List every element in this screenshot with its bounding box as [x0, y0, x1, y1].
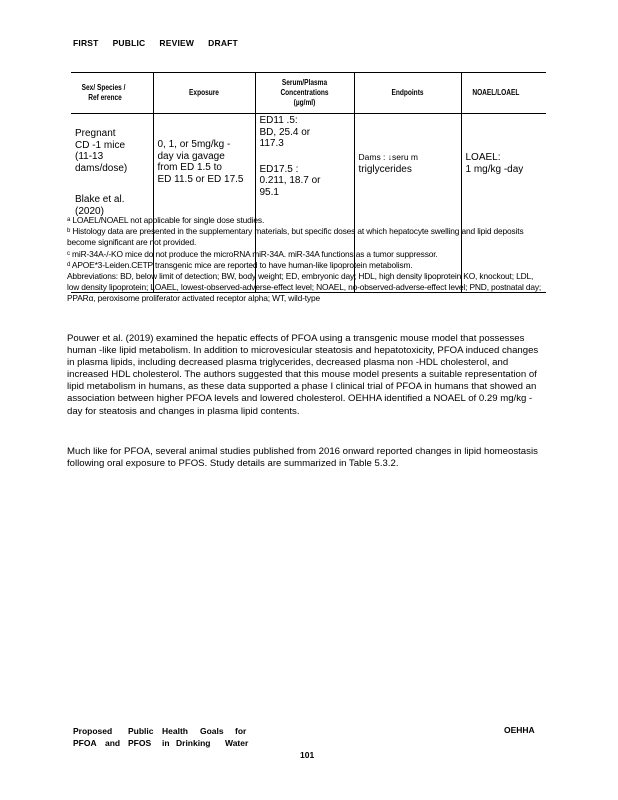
header-reference-line: Ref erence	[88, 93, 122, 102]
header-word: PUBLIC	[112, 38, 146, 48]
cell-line: from ED 1.5 to	[157, 162, 222, 173]
cell-line: ED11 .5:	[259, 115, 298, 126]
cell-line: 1 mg/kg -day	[465, 163, 524, 175]
footer-word: Public	[128, 726, 154, 736]
header-serum-line: Serum/Plasma	[281, 78, 328, 87]
header-exposure: Exposure	[162, 73, 246, 114]
footnote-text: LOAEL/NOAEL not applicable for single dose studies.	[70, 215, 265, 225]
footer-word: PFOS	[128, 738, 152, 748]
header-noael: NOAEL/LOAEL	[472, 88, 520, 97]
footer-word: for	[235, 726, 247, 736]
cell-line: Blake et al.	[75, 194, 125, 205]
draft-header	[73, 38, 238, 48]
footer-word: in	[162, 738, 170, 748]
cell-line: BD, 25.4 or	[259, 126, 311, 138]
header-word: REVIEW	[159, 38, 195, 48]
footer-word: Goals	[200, 726, 224, 736]
header-species	[78, 73, 145, 114]
footer-word: PFOA	[73, 738, 97, 748]
cell-line: 117.3	[259, 138, 284, 149]
cell-line: CD -1 mice	[75, 139, 126, 151]
cell-line: dams/dose)	[75, 162, 128, 174]
body-paragraph: Much like for PFOA, several animal studies published from 2016 onward reported changes in lipid homeostasis following oral exposure to PFOS. Study details are summarized in Table 5.3.2.	[67, 446, 538, 470]
abbreviations: Abbreviations: BD, below limit of detection; BW, body weight; ED, embryonic day; HDL, high density lipoprotein KO, knockout; LDL, low density lipoprotein; LOAEL, lowest-observed-adverse-effect level; NOAEL, no-observed-adverse-effect level; PND, postnatal day; PPARα, peroxisome proliferator activated receptor alpha; WT, wild-type	[67, 271, 542, 304]
footnote-d	[67, 260, 547, 271]
cell-line: Dams : ↓seru m	[358, 152, 419, 162]
footnote-a	[67, 215, 547, 226]
cell-line: day via gavage	[157, 150, 225, 162]
cell-line: ED 11.5 or ED 17.5	[157, 173, 244, 185]
header-serum-line: Concentrations	[280, 88, 329, 97]
footer-word: and	[105, 738, 121, 748]
cell-line: (2020)	[75, 205, 104, 217]
header-word: DRAFT	[208, 38, 238, 48]
footer-word: Health	[162, 726, 188, 736]
footnote-c	[67, 249, 547, 260]
cell-line: (11-13	[75, 151, 104, 162]
footnote-mark: d	[67, 261, 71, 268]
footnote-text: Histology data are presented in the supplementary materials, but specific doses at which hepatocyte swelling and lipid deposits become significant are not provided.	[67, 226, 524, 248]
cell-line: ED17.5 :	[259, 163, 299, 175]
cell-line: LOAEL:	[465, 152, 501, 163]
body-paragraph: Pouwer et al. (2019) examined the hepatic effects of PFOA using a transgenic mouse model that possesses human -like lipid metabolism. In addition to microvesicular steatosis and hepatotoxicity, PFOA induced changes in plasma lipids, including decreased plasma triglycerides, decreased plasma non -HDL cholesterol, and increased HDL cholesterol. The authors suggested that this mouse model presents a suitable representation of lipid metabolism in humans, as these data supported a phase I clinical trial of PFOA in humans that showed an association between higher PFOA levels and lowered cholesterol. OEHHA identified a NOAEL of 0.29 mg/kg -day for steatosis and changes in plasma lipid contents.	[67, 333, 539, 417]
page-number: 101	[300, 750, 315, 760]
footer-word: Proposed	[73, 726, 113, 736]
header-serum	[264, 73, 345, 114]
table-footnotes	[67, 215, 547, 305]
cell-line: 0.211, 18.7 or	[259, 175, 321, 186]
footnote-text: APOE*3-Leiden.CETP transgenic mice are reported to have human-like lipoprotein metabolism.	[70, 259, 413, 270]
header-endpoints: Endpoints	[364, 73, 452, 114]
cell-line: 0, 1, or 5mg/kg -	[157, 139, 231, 150]
footnote-text: miR-34A-/-KO mice do not produce the microRNA miR-34A. miR-34A functions as a tumor suppressor.	[69, 248, 438, 259]
footer-agency: OEHHA	[504, 725, 535, 735]
header-species-line: Sex/ Species /	[81, 83, 126, 92]
footer-title	[73, 725, 248, 749]
footnote-mark: b	[67, 228, 71, 235]
cell-line: 95.1	[259, 186, 279, 198]
header-word: FIRST	[73, 38, 99, 48]
cell-line: triglycerides	[358, 163, 412, 175]
footer-word: Drinking	[176, 738, 211, 748]
footnote-b	[67, 226, 547, 248]
footer-word: Water	[225, 738, 249, 748]
footnote-mark: c	[67, 250, 70, 257]
footnote-mark: a	[67, 217, 71, 223]
cell-line: Pregnant	[75, 128, 116, 139]
header-serum-line: (µg/ml)	[293, 98, 316, 107]
table-header-row	[71, 73, 546, 114]
